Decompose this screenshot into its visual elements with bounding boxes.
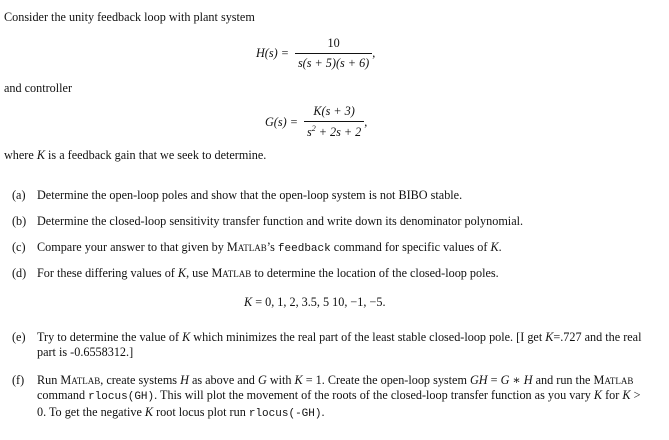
plant-tail: , xyxy=(372,46,376,60)
item-a-text: Determine the open-loop poles and show that the open-loop system is not BIBO stable. xyxy=(37,188,463,202)
item-f-label: (f) xyxy=(12,373,25,387)
k-values-equation: K = 0, 1, 2, 3.5, 5 10, −1, −5. xyxy=(244,295,386,309)
rlocus-command: rlocus(GH) xyxy=(88,391,155,403)
plant-equation xyxy=(256,36,375,71)
item-e xyxy=(12,330,652,360)
controller-lhs: G(s) = xyxy=(265,114,298,129)
item-c xyxy=(12,240,652,257)
item-c-text: Compare your answer to that given by Matlab’s feedback command for specific values of K. xyxy=(37,240,502,255)
item-d-label: (d) xyxy=(12,266,27,280)
rlocus-negative-command: rlocus(-GH) xyxy=(248,408,322,420)
controller-numerator: K(s + 3) xyxy=(304,104,364,122)
controller-den-exponent: 2 xyxy=(311,124,316,133)
controller-tail: , xyxy=(364,114,368,129)
and-controller-text: and controller xyxy=(4,81,73,95)
item-a-label: (a) xyxy=(12,188,26,202)
controller-fraction xyxy=(304,104,364,140)
controller-den-s: s xyxy=(306,125,312,140)
controller-equation xyxy=(265,104,367,140)
item-d-text: For these differing values of K, use Matlab to determine the location of the closed-loop poles. xyxy=(37,266,499,280)
item-f xyxy=(12,373,652,422)
item-e-label: (e) xyxy=(12,330,26,344)
controller-denominator xyxy=(304,122,364,140)
feedback-command: feedback xyxy=(277,243,331,255)
item-d xyxy=(12,266,652,281)
plant-fraction xyxy=(295,36,372,71)
item-c-label: (c) xyxy=(12,240,26,254)
item-f-text: Run Matlab, create systems H as above and G with K = 1. Create the open-loop system GH = G ∗ H and run the Matlab command rlocus(GH). This will plot the movement of the roots of the closed-loop transfer function as you vary K for K > 0. To get the negative K root locus plot run rlocus(-GH). xyxy=(37,373,641,420)
item-b-text: Determine the closed-loop sensitivity transfer function and write down its denominator polynomial. xyxy=(37,214,524,228)
item-b-label: (b) xyxy=(12,214,27,228)
plant-denominator: s(s + 5)(s + 6) xyxy=(297,56,370,70)
item-e-text: Try to determine the value of K which minimizes the real part of the least stable closed-loop pole. [I get K=.727 and the real part is -0.6558312.] xyxy=(37,330,642,359)
plant-numerator: 10 xyxy=(295,36,372,54)
item-b xyxy=(12,214,652,229)
controller-den-rest: + 2s + 2 xyxy=(315,125,362,140)
where-text: where K is a feedback gain that we seek to determine. xyxy=(4,148,267,162)
plant-lhs: H(s) = xyxy=(256,46,289,60)
intro-text: Consider the unity feedback loop with plant system xyxy=(4,10,255,24)
item-a xyxy=(12,188,652,203)
